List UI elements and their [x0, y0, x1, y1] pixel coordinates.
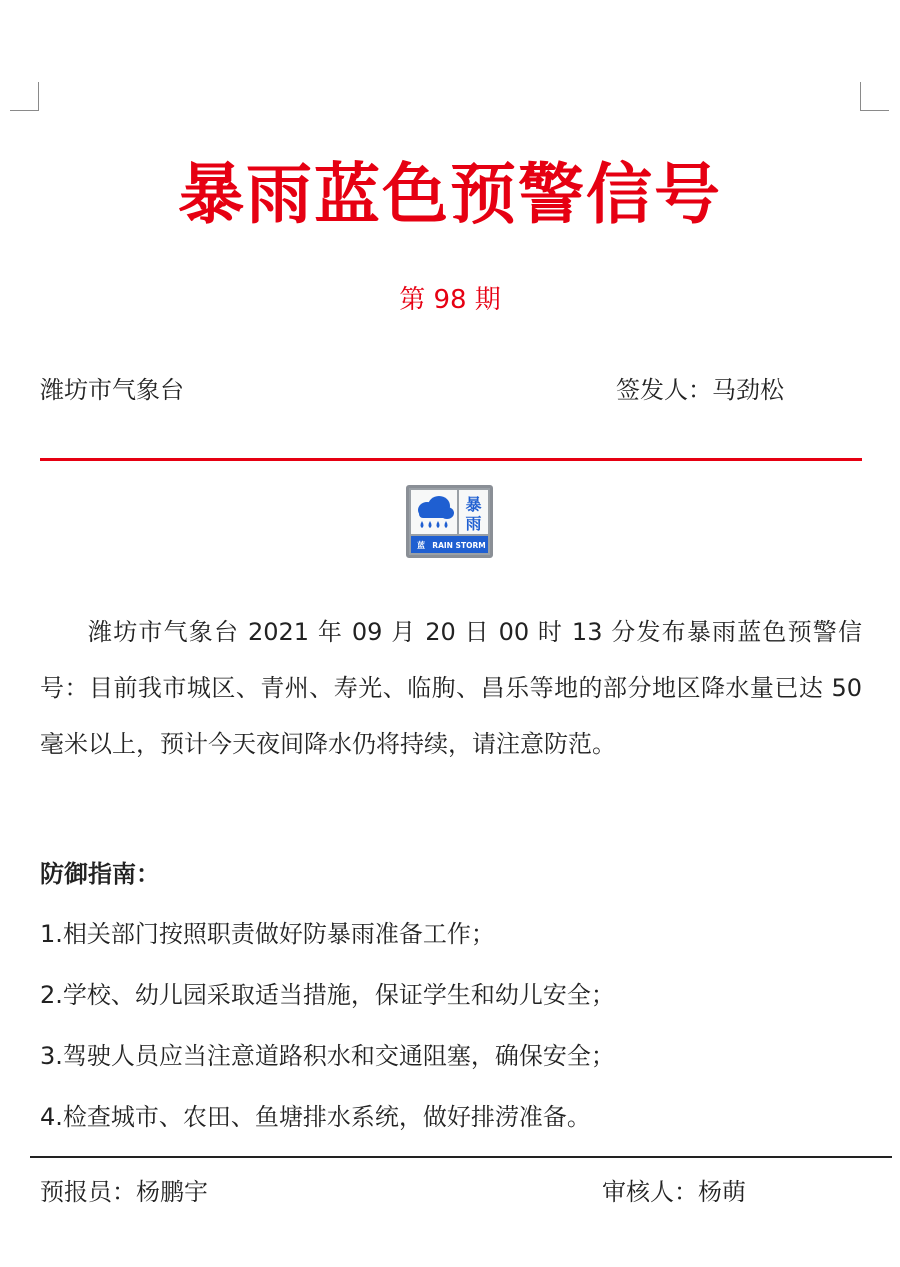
reviewer: 审核人：杨萌	[602, 1178, 746, 1206]
red-divider	[40, 458, 862, 461]
page-corner-mark-top-right	[860, 82, 889, 111]
guide-item-1: 1.相关部门按照职责做好防暴雨准备工作；	[40, 920, 495, 948]
badge-mini-label: 蓝	[417, 541, 425, 550]
page-corner-mark-top-left	[10, 82, 39, 111]
guide-item-2: 2.学校、幼儿园采取适当措施，保证学生和幼儿安全；	[40, 981, 615, 1009]
warning-paragraph: 潍坊市气象台 2021 年 09 月 20 日 00 时 13 分发布暴雨蓝色预警信号：目前我市城区、青州、寿光、临朐、昌乐等地的部分地区降水量已达 50 毫米以上，预计今天夜间降水仍将持续，请注意防范。	[40, 618, 862, 758]
signer: 签发人：马劲松	[616, 376, 784, 404]
guide-item-4: 4.检查城市、农田、鱼塘排水系统，做好排涝准备。	[40, 1103, 591, 1131]
badge-char-bottom: 雨	[465, 514, 482, 533]
forecaster: 预报员：杨鹏宇	[40, 1178, 208, 1206]
issue-number: 第 98 期	[399, 285, 501, 315]
rainstorm-blue-warning-icon	[406, 485, 493, 558]
defense-guide-title: 防御指南：	[40, 860, 160, 888]
badge-char-top: 暴	[465, 495, 482, 514]
guide-item-3: 3.驾驶人员应当注意道路积水和交通阻塞，确保安全；	[40, 1042, 615, 1070]
warning-title: 暴雨蓝色预警信号	[178, 156, 722, 233]
issuing-office: 潍坊市气象台	[40, 376, 184, 404]
footer-divider	[30, 1156, 892, 1158]
badge-english-label: RAIN STORM	[432, 541, 486, 550]
